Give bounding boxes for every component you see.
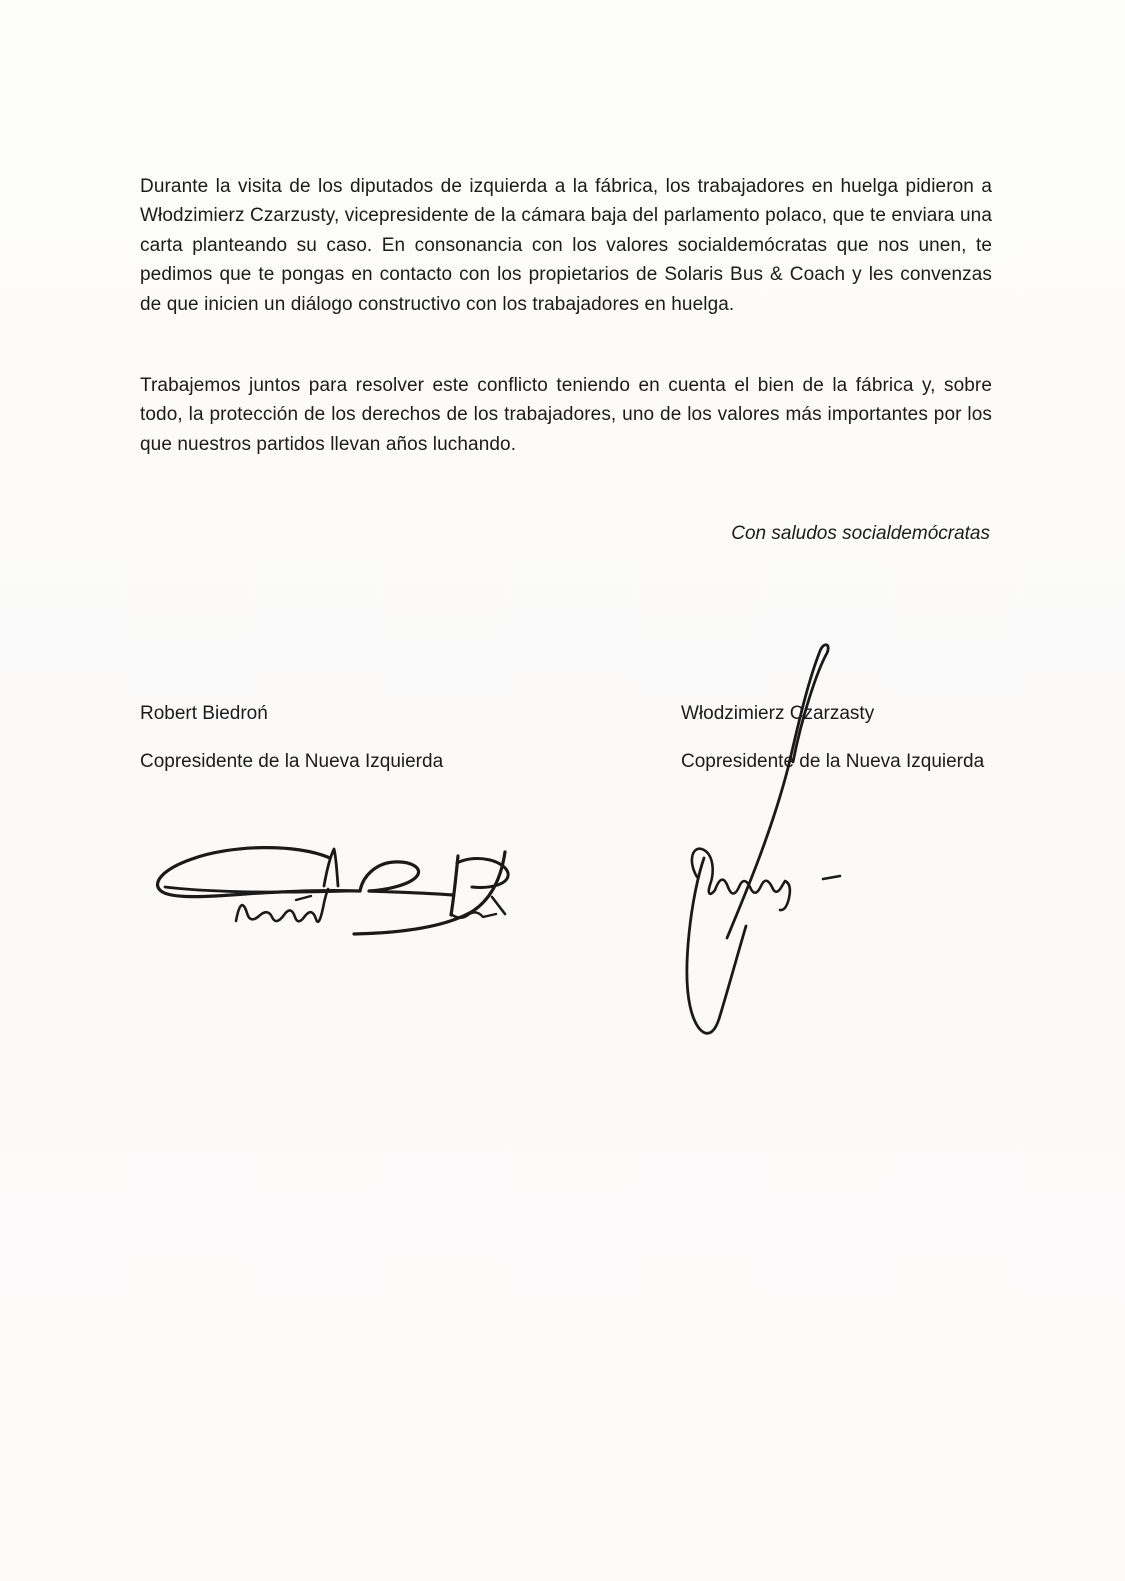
signer-block-right xyxy=(681,699,1101,777)
letter-paragraph-2: Trabajemos juntos para resolver este conflicto teniendo en cuenta el bien de la fábrica y, sobre todo, la protección de los derechos de los trabajadores, uno de los valores más importantes por los que nuestros partidos llevan años luchando. xyxy=(140,375,992,455)
signer-name-left: Robert Biedroń xyxy=(140,703,268,724)
letter-paragraph-1: Durante la visita de los diputados de izquierda a la fábrica, los trabajadores en huelga pidieron a Włodzimierz Czarzusty, vicepresidente de la cámara baja del parlamento polaco, que te enviara una carta planteando su caso. En consonancia con los valores socialdemócratas que nos unen, te pedimos que te pongas en contacto con los propietarios de Solaris Bus & Coach y les convenzas de que inicien un diálogo constructivo con los trabajadores en huelga. xyxy=(140,176,992,315)
signer-title-left: Copresidente de la Nueva Izquierda xyxy=(140,751,444,773)
signer-title-right: Copresidente de la Nueva Izquierda xyxy=(681,751,985,773)
closing-salutation: Con saludos socialdemócratas xyxy=(731,523,990,544)
signer-block-left xyxy=(140,699,560,777)
robert-biedron-signature xyxy=(148,836,532,944)
signer-name-right: Włodzimierz Czarzasty xyxy=(681,703,875,724)
